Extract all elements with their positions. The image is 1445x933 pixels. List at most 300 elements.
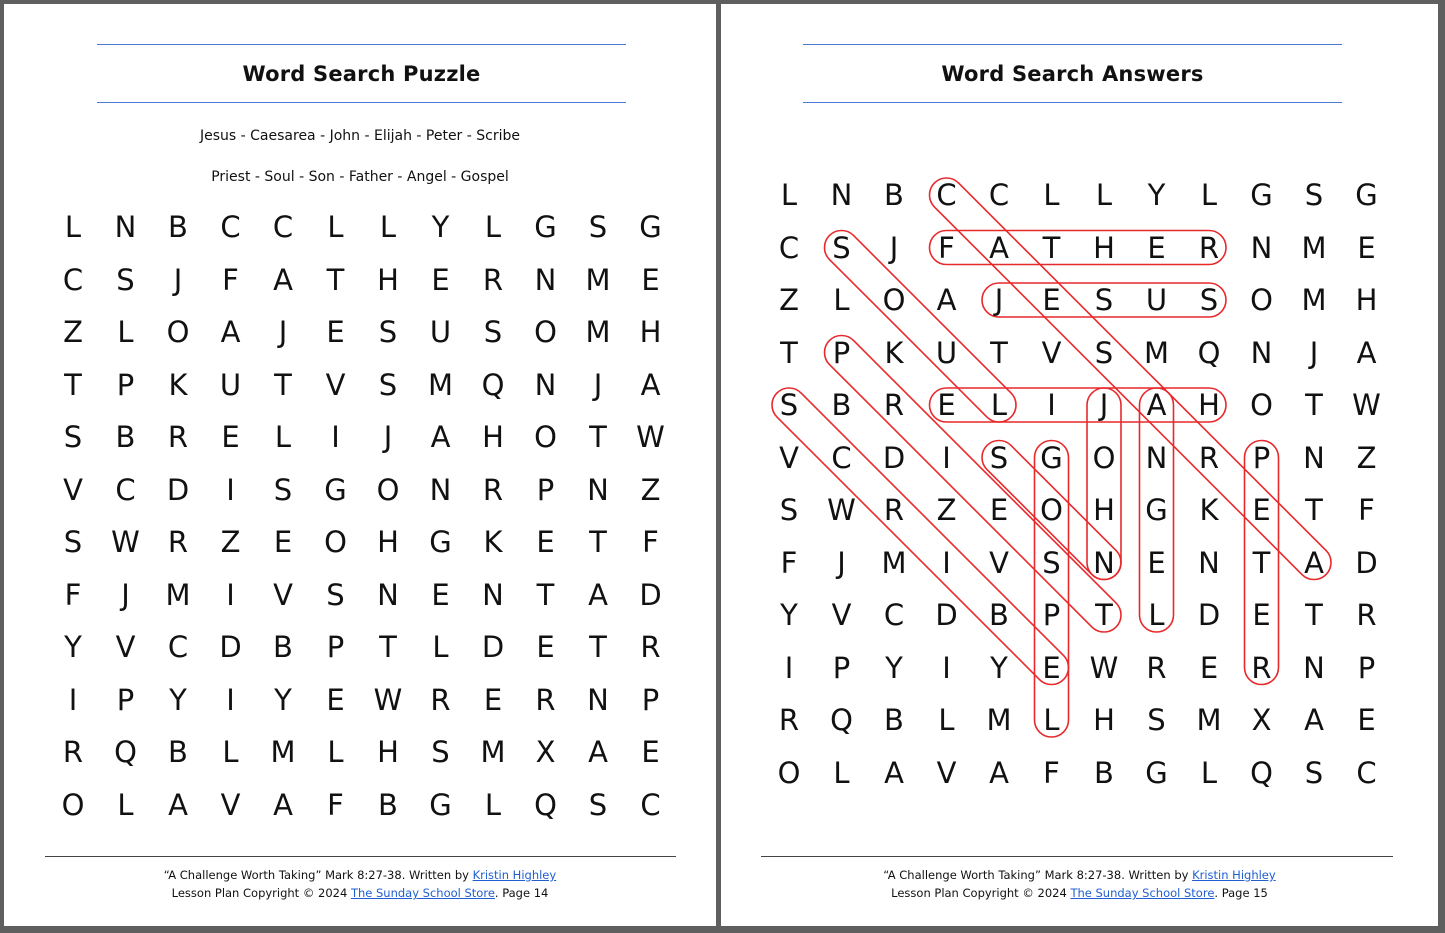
grid-letter: O [1092, 440, 1116, 475]
grid-letter: I [942, 650, 951, 685]
grid-letter: R [883, 388, 905, 422]
grid-letter: K [884, 335, 904, 370]
grid-letter: V [115, 630, 136, 664]
grid-letter: S [779, 493, 799, 527]
grid-letter: G [1250, 178, 1273, 212]
page-title: Word Search Answers [941, 62, 1204, 86]
footer-line-1: “A Challenge Worth Taking” Mark 8:27-38. Written by Kristin Highley [163, 868, 557, 882]
grid-letter: H [1198, 388, 1220, 422]
grid-letter: I [942, 545, 951, 580]
footer-line-1: “A Challenge Worth Taking” Mark 8:27-38. Written by Kristin Highley [883, 868, 1276, 882]
grid-letter: R [778, 703, 800, 737]
grid-letter: I [226, 472, 235, 507]
grid-letter: U [429, 315, 452, 349]
grid-letter: S [378, 367, 398, 402]
grid-letter: S [1304, 178, 1324, 212]
grid-letter: J [593, 367, 603, 402]
grid-letter: K [483, 525, 503, 559]
grid-letter: B [884, 178, 904, 212]
grid-letter: E [1357, 230, 1376, 265]
grid-letter: F [64, 577, 82, 612]
grid-letter: M [585, 262, 611, 297]
grid-letter: E [937, 388, 956, 422]
grid-letter: A [884, 755, 904, 790]
grid-letter: V [325, 367, 346, 402]
grid-letter: S [483, 315, 503, 349]
grid-letter: A [273, 787, 293, 822]
grid-letter: T [589, 420, 607, 454]
grid-letter: R [883, 493, 905, 527]
grid-letter: M [1301, 230, 1327, 265]
grid-letter: Y [274, 682, 292, 717]
grid-letter: C [167, 630, 189, 664]
author-link[interactable]: Kristin Highley [1192, 868, 1276, 882]
grid-letter: M [165, 577, 191, 612]
grid-letter: H [377, 262, 399, 297]
grid-letter: L [64, 210, 82, 244]
grid-letter: C [778, 230, 800, 265]
grid-letter: L [327, 210, 344, 244]
grid-letter: A [588, 577, 608, 612]
page-title: Word Search Puzzle [242, 62, 481, 86]
grid-letter: S [273, 472, 293, 507]
grid-letter: B [831, 388, 852, 422]
grid-letter: G [1355, 178, 1378, 212]
grid-letter: J [121, 577, 130, 612]
grid-letter: N [482, 577, 504, 612]
grid-letter: G [324, 472, 347, 507]
grid-letter: S [1304, 755, 1324, 790]
grid-letter: S [63, 525, 83, 559]
grid-letter: O [1040, 493, 1063, 527]
footer [4, 866, 716, 902]
grid-letter: R [167, 525, 189, 559]
grid-letter: E [1042, 283, 1061, 317]
grid-letter: E [989, 493, 1009, 527]
grid-letter: L [938, 703, 955, 737]
grid-letter: E [1252, 598, 1271, 632]
grid-letter: E [1199, 650, 1219, 685]
grid-letter: D [219, 630, 242, 664]
grid-letter: S [1094, 335, 1114, 370]
grid-letter: O [61, 787, 85, 822]
grid-letter: R [482, 472, 504, 507]
grid-letter: S [832, 230, 851, 265]
grid-letter: U [935, 335, 958, 370]
grid-letter: N [114, 210, 137, 244]
grid-letter: V [936, 755, 957, 790]
grid-letter: F [327, 787, 344, 822]
grid-letter: Y [431, 210, 450, 244]
grid-letter: P [1357, 650, 1376, 685]
word-list-line-2: Priest - Soul - Son - Father - Angel - Gospel [211, 169, 509, 185]
footer-rule [45, 856, 676, 857]
grid-letter: S [588, 787, 608, 822]
grid-letter: O [534, 315, 557, 349]
grid-letter: V [831, 598, 852, 632]
grid-letter: B [989, 598, 1009, 632]
grid-letter: I [331, 420, 340, 454]
grid-letter: R [535, 682, 556, 717]
grid-letter: L [484, 210, 502, 244]
grid-letter: L [117, 315, 134, 349]
grid-letter: W [636, 420, 665, 454]
grid-letter: R [1251, 650, 1272, 685]
grid-letter: A [1304, 545, 1324, 580]
grid-letter: H [482, 420, 504, 454]
grid-letter: Q [534, 787, 557, 822]
puzzle-page [4, 4, 716, 926]
grid-letter: E [536, 525, 555, 559]
grid-letter: N [1250, 335, 1273, 370]
grid-letter: O [777, 755, 801, 790]
title-rule-top [803, 44, 1342, 45]
grid-letter: A [430, 420, 451, 454]
grid-letter: L [1095, 178, 1113, 212]
grid-letter: R [482, 262, 504, 297]
grid-letter: S [779, 388, 799, 422]
grid-letter: J [1099, 388, 1109, 422]
grid-letter: V [63, 472, 83, 507]
grid-letter: T [990, 335, 1008, 370]
grid-letter: N [1303, 650, 1325, 685]
grid-letter: J [173, 262, 183, 297]
grid-letter: A [640, 367, 661, 402]
grid-letter: J [1309, 335, 1319, 370]
grid-letter: L [274, 420, 292, 454]
grid-letter: Y [169, 682, 187, 717]
grid-letter: G [639, 210, 662, 244]
grid-letter: T [1305, 598, 1323, 632]
grid-letter: J [837, 545, 846, 580]
grid-letter: H [1355, 283, 1378, 317]
grid-letter: C [272, 210, 294, 244]
grid-letter: M [480, 735, 506, 769]
footer [721, 866, 1438, 902]
grid-letter: H [377, 735, 399, 769]
grid-letter: Q [830, 703, 853, 737]
grid-letter: F [1043, 755, 1060, 790]
grid-letter: S [431, 735, 450, 769]
grid-letter: L [117, 787, 134, 822]
grid-letter: I [942, 440, 951, 475]
footer-line-2: Lesson Plan Copyright © 2024 The Sunday School Store. Page 15 [891, 886, 1268, 900]
grid-letter: E [221, 420, 240, 454]
grid-letter: E [431, 577, 450, 612]
grid-letter: P [116, 367, 135, 402]
grid-letter: F [222, 262, 239, 297]
grid-letter: G [429, 525, 452, 559]
grid-letter: E [641, 735, 660, 769]
grid-letter: A [273, 262, 293, 297]
grid-letter: E [483, 682, 503, 717]
grid-letter: V [779, 440, 799, 475]
grid-letter: R [1146, 650, 1167, 685]
grid-letter: C [220, 210, 241, 244]
grid-letter: L [990, 388, 1008, 422]
grid-letter: Y [1147, 178, 1166, 212]
grid-letter: S [588, 210, 608, 244]
grid-letter: T [1042, 230, 1061, 265]
grid-letter: A [1146, 388, 1167, 422]
grid-letter: S [63, 420, 83, 454]
grid-letter: T [326, 262, 345, 297]
grid-letter: S [1199, 283, 1219, 317]
grid-letter: M [585, 315, 611, 349]
grid-letter: M [427, 367, 454, 402]
grid-letter: F [1358, 493, 1375, 527]
grid-letter: M [1143, 335, 1170, 370]
grid-letter: O [166, 315, 190, 349]
grid-letter: K [1199, 493, 1219, 527]
store-link[interactable]: The Sunday School Store [350, 886, 495, 900]
grid-letter: N [1198, 545, 1220, 580]
grid-letter: J [994, 283, 1004, 317]
grid-letter: D [1355, 545, 1378, 580]
grid-letter: S [326, 577, 345, 612]
grid-letter: A [588, 735, 608, 769]
grid-letter: T [536, 577, 555, 612]
grid-letter: M [881, 545, 907, 580]
grid-letter: E [536, 630, 555, 664]
grid-letter: R [167, 420, 189, 454]
grid-letter: C [115, 472, 136, 507]
store-link[interactable]: The Sunday School Store [1070, 886, 1215, 900]
grid-letter: T [780, 335, 798, 370]
grid-letter: I [226, 577, 235, 612]
grid-letter: L [833, 755, 850, 790]
grid-letter: I [226, 682, 235, 717]
grid-letter: L [1043, 178, 1060, 212]
grid-letter: E [431, 262, 450, 297]
grid-letter: S [116, 262, 135, 297]
grid-letter: W [1089, 650, 1119, 685]
grid-letter: N [429, 472, 452, 507]
grid-letter: H [377, 525, 399, 559]
grid-letter: L [1148, 598, 1165, 632]
grid-letter: L [327, 735, 344, 769]
grid-letter: E [273, 525, 293, 559]
grid-letter: F [780, 545, 798, 580]
grid-letter: W [111, 525, 140, 559]
grid-letter: B [884, 703, 904, 737]
grid-letter: Z [779, 283, 799, 317]
grid-letter: P [832, 335, 851, 370]
grid-letter: C [883, 598, 905, 632]
grid-letter: T [1095, 598, 1113, 632]
grid-letter: Z [63, 315, 83, 349]
grid-letter: D [166, 472, 190, 507]
grid-letter: L [432, 630, 449, 664]
grid-letter: O [1250, 388, 1273, 422]
grid-letter: E [1357, 703, 1376, 737]
grid-letter: J [383, 420, 393, 454]
grid-letter: T [1252, 545, 1271, 580]
grid-letter: E [641, 262, 660, 297]
grid-letter: R [640, 630, 661, 664]
grid-letter: A [989, 755, 1009, 790]
grid-letter: O [534, 420, 557, 454]
grid-letter: H [639, 315, 662, 349]
grid-letter: E [1042, 650, 1061, 685]
grid-letter: N [587, 472, 609, 507]
grid-letter: J [278, 315, 288, 349]
grid-letter: E [1147, 545, 1166, 580]
grid-letter: K [168, 367, 188, 402]
grid-letter: A [1356, 335, 1377, 370]
grid-letter: H [1093, 703, 1115, 737]
grid-letter: O [376, 472, 400, 507]
grid-letter: N [1303, 440, 1325, 475]
grid-letter: L [1043, 703, 1060, 737]
grid-letter: W [373, 682, 403, 717]
grid-letter: M [1196, 703, 1222, 737]
grid-letter: J [889, 230, 899, 265]
grid-letter: P [832, 650, 851, 685]
grid-letter: M [1301, 283, 1327, 317]
grid-letter: B [273, 630, 293, 664]
grid-letter: O [882, 283, 906, 317]
grid-letter: S [1042, 545, 1061, 580]
grid-letter: A [936, 283, 957, 317]
grid-letter: T [379, 630, 397, 664]
footer-line-2: Lesson Plan Copyright © 2024 The Sunday School Store. Page 14 [171, 886, 549, 900]
grid-letter: T [64, 367, 82, 402]
grid-letter: L [484, 787, 502, 822]
grid-letter: F [938, 230, 955, 265]
title-rule-bottom [803, 102, 1342, 103]
grid-letter: R [1198, 440, 1220, 475]
grid-letter: Q [1250, 755, 1273, 790]
grid-letter: C [640, 787, 661, 822]
answers-page [721, 4, 1438, 926]
grid-letter: C [831, 440, 852, 475]
grid-letter: N [1093, 545, 1115, 580]
grid-letter: Q [114, 735, 137, 769]
grid-letter: X [1251, 703, 1272, 737]
title-rule-bottom [97, 102, 626, 103]
grid-letter: L [1200, 755, 1218, 790]
grid-letter: P [536, 472, 555, 507]
grid-letter: E [326, 682, 345, 717]
grid-letter: B [378, 787, 398, 822]
grid-letter: I [68, 682, 78, 717]
grid-letter: E [326, 315, 345, 349]
grid-letter: X [535, 735, 556, 769]
grid-letter: C [1356, 755, 1377, 790]
grid-letter: T [589, 525, 607, 559]
grid-letter: D [882, 440, 906, 475]
grid-letter: G [1040, 440, 1063, 475]
grid-letter: T [1305, 493, 1323, 527]
word-list-line-1: Jesus - Caesarea - John - Elijah - Peter - Scribe [200, 128, 520, 144]
grid-letter: P [641, 682, 660, 717]
grid-letter: G [1145, 493, 1168, 527]
grid-letter: W [1352, 388, 1381, 422]
grid-letter: H [1093, 493, 1115, 527]
grid-letter: P [1252, 440, 1271, 475]
grid-letter: Y [780, 598, 798, 632]
grid-letter: A [1304, 703, 1324, 737]
grid-letter: D [1197, 598, 1221, 632]
grid-letter: G [534, 210, 557, 244]
grid-letter: Y [885, 650, 903, 685]
grid-letter: W [827, 493, 856, 527]
grid-letter: N [1250, 230, 1273, 265]
grid-letter: U [1145, 283, 1168, 317]
grid-letter: V [1041, 335, 1062, 370]
grid-letter: N [587, 682, 609, 717]
grid-letter: D [481, 630, 505, 664]
grid-letter: D [639, 577, 662, 612]
grid-letter: A [168, 787, 188, 822]
grid-letter: T [589, 630, 607, 664]
grid-letter: P [116, 682, 135, 717]
grid-letter: L [222, 735, 239, 769]
grid-letter: N [377, 577, 399, 612]
grid-letter: Q [481, 367, 505, 402]
grid-letter: L [1200, 178, 1218, 212]
grid-letter: R [430, 682, 451, 717]
grid-letter: F [642, 525, 659, 559]
grid-letter: E [1252, 493, 1271, 527]
grid-letter: R [1356, 598, 1377, 632]
grid-letter: G [429, 787, 452, 822]
grid-letter: O [324, 525, 347, 559]
grid-letter: V [273, 577, 293, 612]
grid-letter: Z [936, 493, 957, 527]
grid-letter: V [220, 787, 241, 822]
grid-letter: S [378, 315, 398, 349]
grid-letter: C [62, 262, 84, 297]
grid-letter: P [1042, 598, 1061, 632]
grid-letter: B [168, 210, 188, 244]
grid-letter: A [989, 230, 1009, 265]
grid-letter: P [326, 630, 345, 664]
grid-letter: L [833, 283, 850, 317]
grid-letter: T [1305, 388, 1323, 422]
grid-letter: S [1094, 283, 1114, 317]
grid-letter: S [1147, 703, 1166, 737]
grid-letter: N [1145, 440, 1168, 475]
grid-letter: N [534, 367, 557, 402]
grid-letter: H [1093, 230, 1115, 265]
grid-letter: M [270, 735, 296, 769]
grid-letter: B [168, 735, 188, 769]
grid-letter: A [220, 315, 241, 349]
grid-letter: Q [1197, 335, 1221, 370]
grid-letter: T [274, 367, 292, 402]
grid-letter: G [1145, 755, 1168, 790]
grid-letter: V [989, 545, 1009, 580]
grid-letter: Y [990, 650, 1008, 685]
grid-letter: S [989, 440, 1009, 475]
grid-letter: B [1094, 755, 1114, 790]
grid-letter: Z [640, 472, 661, 507]
grid-letter: L [780, 178, 798, 212]
grid-letter: O [1250, 283, 1273, 317]
grid-letter: E [1147, 230, 1166, 265]
grid-letter: Z [220, 525, 241, 559]
grid-letter: I [1047, 388, 1056, 422]
author-link[interactable]: Kristin Highley [472, 868, 557, 882]
grid-letter: N [830, 178, 853, 212]
grid-letter: C [988, 178, 1010, 212]
grid-letter: Z [1356, 440, 1377, 475]
grid-letter: B [115, 420, 136, 454]
grid-letter: D [935, 598, 958, 632]
grid-letter: N [534, 262, 557, 297]
